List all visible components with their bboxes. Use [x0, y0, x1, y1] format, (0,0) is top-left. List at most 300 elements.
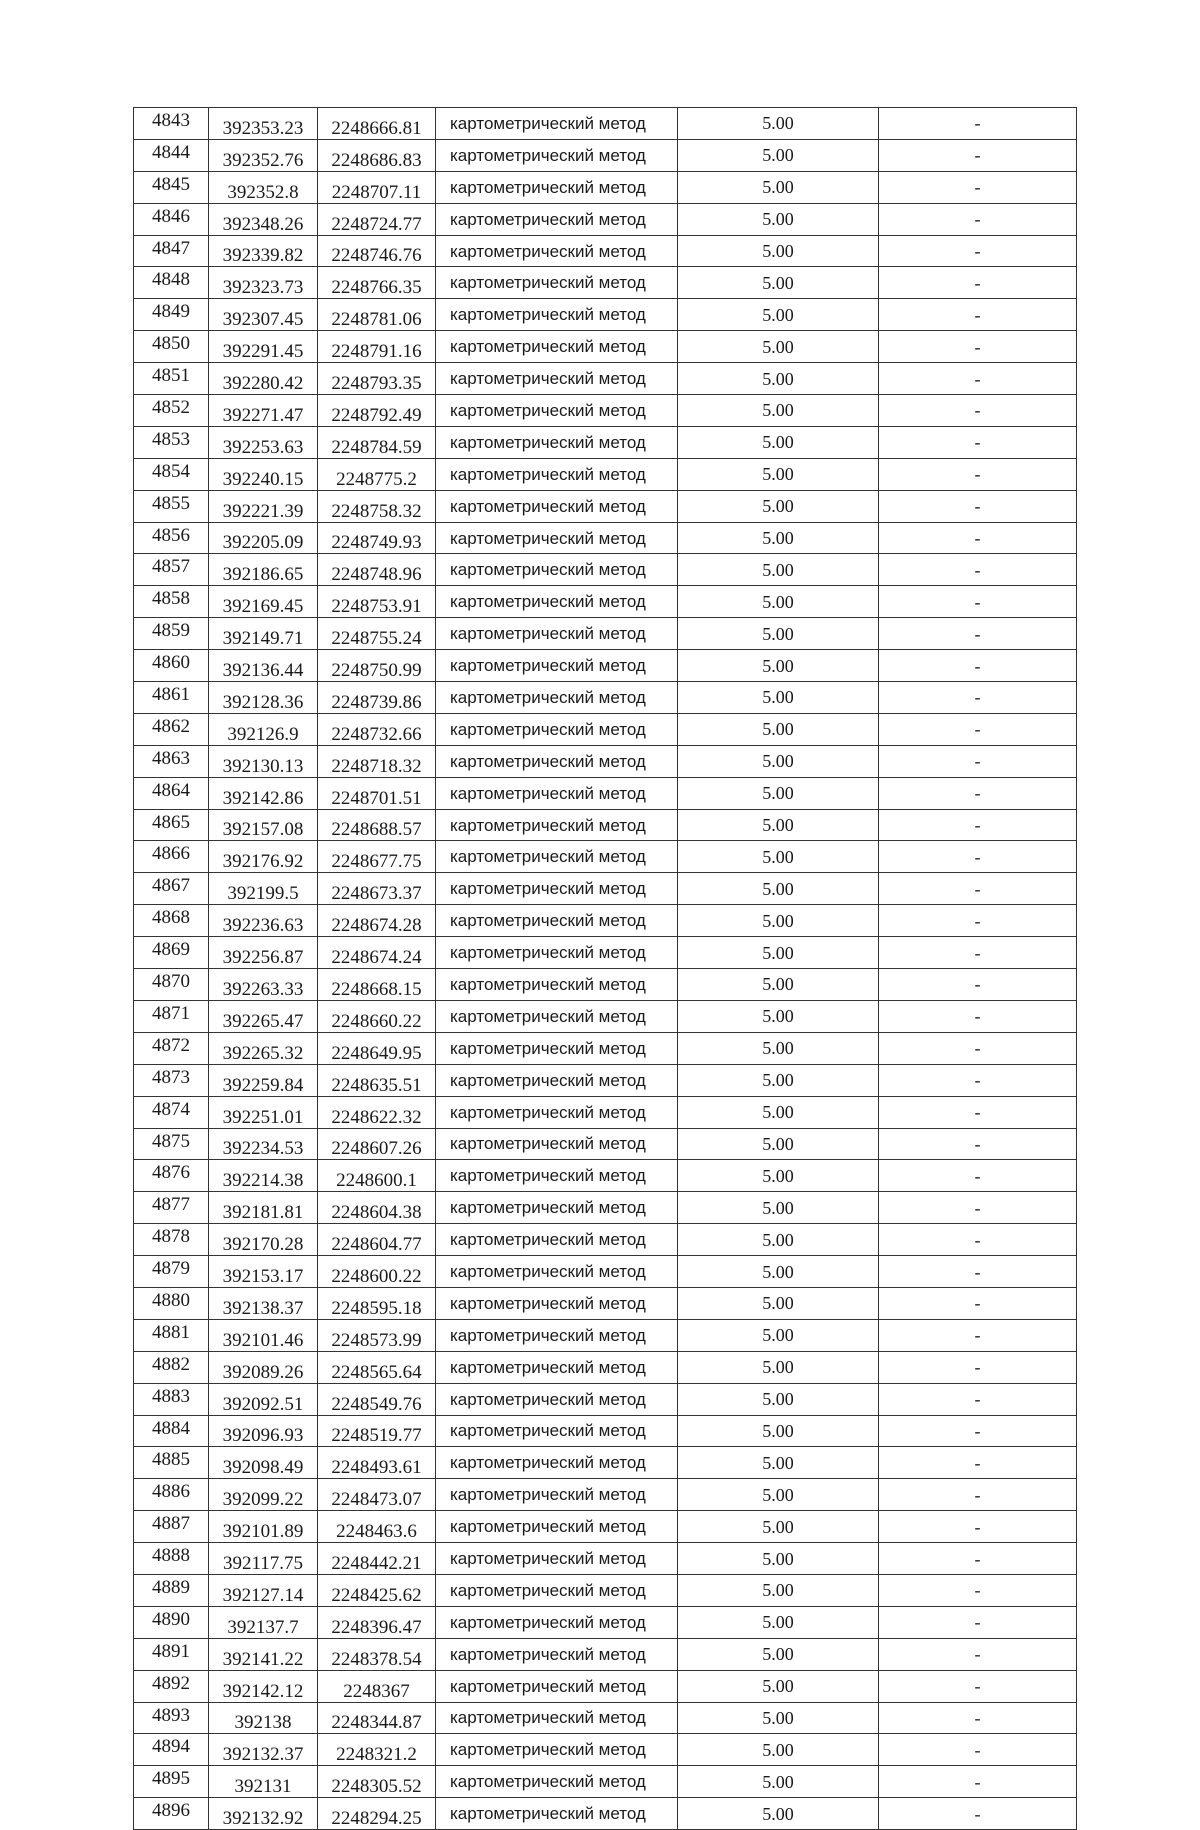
precision-cell: 5.00 — [678, 1000, 879, 1032]
note-cell: - — [879, 873, 1077, 905]
table-row — [134, 299, 1077, 331]
y-coordinate-cell: 2248766.35 — [318, 267, 436, 299]
precision-cell: 5.00 — [678, 1415, 879, 1447]
precision-cell: 5.00 — [678, 905, 879, 937]
table-row — [134, 937, 1077, 969]
method-cell: картометрический метод — [436, 1128, 678, 1160]
y-coordinate-cell: 2248753.91 — [318, 586, 436, 618]
x-coordinate-cell: 392234.53 — [209, 1128, 318, 1160]
precision-cell: 5.00 — [678, 1319, 879, 1351]
precision-cell: 5.00 — [678, 139, 879, 171]
point-number-cell: 4850 — [134, 331, 209, 363]
table-row — [134, 809, 1077, 841]
table-row — [134, 1064, 1077, 1096]
point-number-cell: 4891 — [134, 1638, 209, 1670]
x-coordinate-cell: 392251.01 — [209, 1096, 318, 1128]
point-number-cell: 4895 — [134, 1766, 209, 1798]
precision-cell: 5.00 — [678, 1128, 879, 1160]
precision-cell: 5.00 — [678, 1638, 879, 1670]
method-cell: картометрический метод — [436, 267, 678, 299]
table-row — [134, 969, 1077, 1001]
note-cell: - — [879, 713, 1077, 745]
precision-cell: 5.00 — [678, 108, 879, 140]
method-cell: картометрический метод — [436, 1702, 678, 1734]
table-row — [134, 139, 1077, 171]
point-number-cell: 4863 — [134, 745, 209, 777]
note-cell: - — [879, 363, 1077, 395]
table-row — [134, 713, 1077, 745]
table-row — [134, 1415, 1077, 1447]
method-cell: картометрический метод — [436, 458, 678, 490]
point-number-cell: 4857 — [134, 554, 209, 586]
point-number-cell: 4880 — [134, 1287, 209, 1319]
y-coordinate-cell: 2248755.24 — [318, 618, 436, 650]
method-cell: картометрический метод — [436, 1511, 678, 1543]
note-cell: - — [879, 554, 1077, 586]
point-number-cell: 4882 — [134, 1351, 209, 1383]
note-cell: - — [879, 490, 1077, 522]
table-row — [134, 1192, 1077, 1224]
y-coordinate-cell: 2248792.49 — [318, 395, 436, 427]
precision-cell: 5.00 — [678, 969, 879, 1001]
y-coordinate-cell: 2248635.51 — [318, 1064, 436, 1096]
note-cell: - — [879, 1256, 1077, 1288]
y-coordinate-cell: 2248781.06 — [318, 299, 436, 331]
x-coordinate-cell: 392263.33 — [209, 969, 318, 1001]
precision-cell: 5.00 — [678, 1032, 879, 1064]
coordinates-table-body — [134, 108, 1077, 1830]
table-row — [134, 841, 1077, 873]
note-cell: - — [879, 108, 1077, 140]
point-number-cell: 4869 — [134, 937, 209, 969]
x-coordinate-cell: 392149.71 — [209, 618, 318, 650]
method-cell: картометрический метод — [436, 299, 678, 331]
point-number-cell: 4884 — [134, 1415, 209, 1447]
precision-cell: 5.00 — [678, 1606, 879, 1638]
method-cell: картометрический метод — [436, 1447, 678, 1479]
table-row — [134, 554, 1077, 586]
y-coordinate-cell: 2248701.51 — [318, 777, 436, 809]
method-cell: картометрический метод — [436, 1766, 678, 1798]
point-number-cell: 4886 — [134, 1479, 209, 1511]
note-cell: - — [879, 1383, 1077, 1415]
note-cell: - — [879, 1702, 1077, 1734]
point-number-cell: 4874 — [134, 1096, 209, 1128]
x-coordinate-cell: 392352.76 — [209, 139, 318, 171]
precision-cell: 5.00 — [678, 1192, 879, 1224]
table-row — [134, 1447, 1077, 1479]
note-cell: - — [879, 969, 1077, 1001]
y-coordinate-cell: 2248473.07 — [318, 1479, 436, 1511]
method-cell: картометрический метод — [436, 171, 678, 203]
method-cell: картометрический метод — [436, 1192, 678, 1224]
point-number-cell: 4887 — [134, 1511, 209, 1543]
note-cell: - — [879, 1734, 1077, 1766]
precision-cell: 5.00 — [678, 554, 879, 586]
x-coordinate-cell: 392352.8 — [209, 171, 318, 203]
y-coordinate-cell: 2248493.61 — [318, 1447, 436, 1479]
table-row — [134, 267, 1077, 299]
point-number-cell: 4894 — [134, 1734, 209, 1766]
method-cell: картометрический метод — [436, 203, 678, 235]
x-coordinate-cell: 392265.47 — [209, 1000, 318, 1032]
table-row — [134, 203, 1077, 235]
note-cell: - — [879, 1192, 1077, 1224]
table-row — [134, 618, 1077, 650]
point-number-cell: 4872 — [134, 1032, 209, 1064]
method-cell: картометрический метод — [436, 1160, 678, 1192]
note-cell: - — [879, 777, 1077, 809]
point-number-cell: 4855 — [134, 490, 209, 522]
x-coordinate-cell: 392271.47 — [209, 395, 318, 427]
method-cell: картометрический метод — [436, 682, 678, 714]
method-cell: картометрический метод — [436, 1606, 678, 1638]
y-coordinate-cell: 2248321.2 — [318, 1734, 436, 1766]
point-number-cell: 4885 — [134, 1447, 209, 1479]
note-cell: - — [879, 905, 1077, 937]
table-row — [134, 1606, 1077, 1638]
x-coordinate-cell: 392131 — [209, 1766, 318, 1798]
y-coordinate-cell: 2248573.99 — [318, 1319, 436, 1351]
x-coordinate-cell: 392348.26 — [209, 203, 318, 235]
precision-cell: 5.00 — [678, 1224, 879, 1256]
method-cell: картометрический метод — [436, 363, 678, 395]
table-row — [134, 1766, 1077, 1798]
x-coordinate-cell: 392181.81 — [209, 1192, 318, 1224]
precision-cell: 5.00 — [678, 777, 879, 809]
x-coordinate-cell: 392089.26 — [209, 1351, 318, 1383]
precision-cell: 5.00 — [678, 1766, 879, 1798]
x-coordinate-cell: 392169.45 — [209, 586, 318, 618]
precision-cell: 5.00 — [678, 1160, 879, 1192]
note-cell: - — [879, 1670, 1077, 1702]
precision-cell: 5.00 — [678, 1702, 879, 1734]
table-row — [134, 1383, 1077, 1415]
method-cell: картометрический метод — [436, 235, 678, 267]
note-cell: - — [879, 1319, 1077, 1351]
point-number-cell: 4858 — [134, 586, 209, 618]
table-row — [134, 490, 1077, 522]
table-row — [134, 1479, 1077, 1511]
method-cell: картометрический метод — [436, 1000, 678, 1032]
x-coordinate-cell: 392353.23 — [209, 108, 318, 140]
note-cell: - — [879, 937, 1077, 969]
point-number-cell: 4846 — [134, 203, 209, 235]
y-coordinate-cell: 2248677.75 — [318, 841, 436, 873]
point-number-cell: 4876 — [134, 1160, 209, 1192]
precision-cell: 5.00 — [678, 682, 879, 714]
x-coordinate-cell: 392176.92 — [209, 841, 318, 873]
table-row — [134, 1638, 1077, 1670]
note-cell: - — [879, 331, 1077, 363]
y-coordinate-cell: 2248595.18 — [318, 1287, 436, 1319]
point-number-cell: 4851 — [134, 363, 209, 395]
table-row — [134, 1224, 1077, 1256]
point-number-cell: 4868 — [134, 905, 209, 937]
point-number-cell: 4875 — [134, 1128, 209, 1160]
method-cell: картометрический метод — [436, 937, 678, 969]
note-cell: - — [879, 586, 1077, 618]
y-coordinate-cell: 2248749.93 — [318, 522, 436, 554]
point-number-cell: 4881 — [134, 1319, 209, 1351]
x-coordinate-cell: 392199.5 — [209, 873, 318, 905]
precision-cell: 5.00 — [678, 1256, 879, 1288]
note-cell: - — [879, 809, 1077, 841]
method-cell: картометрический метод — [436, 586, 678, 618]
point-number-cell: 4856 — [134, 522, 209, 554]
x-coordinate-cell: 392136.44 — [209, 650, 318, 682]
x-coordinate-cell: 392153.17 — [209, 1256, 318, 1288]
y-coordinate-cell: 2248604.77 — [318, 1224, 436, 1256]
coordinates-table — [133, 107, 1077, 1830]
point-number-cell: 4848 — [134, 267, 209, 299]
y-coordinate-cell: 2248660.22 — [318, 1000, 436, 1032]
point-number-cell: 4866 — [134, 841, 209, 873]
x-coordinate-cell: 392253.63 — [209, 426, 318, 458]
x-coordinate-cell: 392128.36 — [209, 682, 318, 714]
precision-cell: 5.00 — [678, 1574, 879, 1606]
point-number-cell: 4892 — [134, 1670, 209, 1702]
precision-cell: 5.00 — [678, 1351, 879, 1383]
table-row — [134, 1128, 1077, 1160]
method-cell: картометрический метод — [436, 1256, 678, 1288]
point-number-cell: 4879 — [134, 1256, 209, 1288]
table-row — [134, 108, 1077, 140]
point-number-cell: 4865 — [134, 809, 209, 841]
method-cell: картометрический метод — [436, 841, 678, 873]
y-coordinate-cell: 2248519.77 — [318, 1415, 436, 1447]
precision-cell: 5.00 — [678, 1096, 879, 1128]
method-cell: картометрический метод — [436, 1096, 678, 1128]
note-cell: - — [879, 1447, 1077, 1479]
table-row — [134, 745, 1077, 777]
y-coordinate-cell: 2248784.59 — [318, 426, 436, 458]
point-number-cell: 4862 — [134, 713, 209, 745]
y-coordinate-cell: 2248622.32 — [318, 1096, 436, 1128]
method-cell: картометрический метод — [436, 1415, 678, 1447]
method-cell: картометрический метод — [436, 554, 678, 586]
note-cell: - — [879, 1287, 1077, 1319]
y-coordinate-cell: 2248674.28 — [318, 905, 436, 937]
precision-cell: 5.00 — [678, 650, 879, 682]
precision-cell: 5.00 — [678, 522, 879, 554]
x-coordinate-cell: 392205.09 — [209, 522, 318, 554]
y-coordinate-cell: 2248600.22 — [318, 1256, 436, 1288]
y-coordinate-cell: 2248707.11 — [318, 171, 436, 203]
point-number-cell: 4849 — [134, 299, 209, 331]
x-coordinate-cell: 392291.45 — [209, 331, 318, 363]
method-cell: картометрический метод — [436, 331, 678, 363]
y-coordinate-cell: 2248750.99 — [318, 650, 436, 682]
table-row — [134, 1734, 1077, 1766]
x-coordinate-cell: 392214.38 — [209, 1160, 318, 1192]
note-cell: - — [879, 139, 1077, 171]
y-coordinate-cell: 2248305.52 — [318, 1766, 436, 1798]
method-cell: картометрический метод — [436, 809, 678, 841]
precision-cell: 5.00 — [678, 1287, 879, 1319]
method-cell: картометрический метод — [436, 426, 678, 458]
point-number-cell: 4873 — [134, 1064, 209, 1096]
table-row — [134, 331, 1077, 363]
note-cell: - — [879, 618, 1077, 650]
point-number-cell: 4867 — [134, 873, 209, 905]
note-cell: - — [879, 171, 1077, 203]
table-row — [134, 1000, 1077, 1032]
x-coordinate-cell: 392307.45 — [209, 299, 318, 331]
point-number-cell: 4890 — [134, 1606, 209, 1638]
precision-cell: 5.00 — [678, 235, 879, 267]
note-cell: - — [879, 1798, 1077, 1830]
precision-cell: 5.00 — [678, 1734, 879, 1766]
note-cell: - — [879, 1032, 1077, 1064]
x-coordinate-cell: 392096.93 — [209, 1415, 318, 1447]
note-cell: - — [879, 522, 1077, 554]
y-coordinate-cell: 2248463.6 — [318, 1511, 436, 1543]
point-number-cell: 4854 — [134, 458, 209, 490]
precision-cell: 5.00 — [678, 331, 879, 363]
x-coordinate-cell: 392265.32 — [209, 1032, 318, 1064]
note-cell: - — [879, 235, 1077, 267]
precision-cell: 5.00 — [678, 363, 879, 395]
precision-cell: 5.00 — [678, 1383, 879, 1415]
x-coordinate-cell: 392142.12 — [209, 1670, 318, 1702]
table-row — [134, 1702, 1077, 1734]
note-cell: - — [879, 299, 1077, 331]
method-cell: картометрический метод — [436, 1064, 678, 1096]
note-cell: - — [879, 1638, 1077, 1670]
table-row — [134, 1670, 1077, 1702]
precision-cell: 5.00 — [678, 1543, 879, 1575]
y-coordinate-cell: 2248367 — [318, 1670, 436, 1702]
x-coordinate-cell: 392170.28 — [209, 1224, 318, 1256]
y-coordinate-cell: 2248378.54 — [318, 1638, 436, 1670]
x-coordinate-cell: 392323.73 — [209, 267, 318, 299]
precision-cell: 5.00 — [678, 267, 879, 299]
note-cell: - — [879, 1224, 1077, 1256]
point-number-cell: 4844 — [134, 139, 209, 171]
x-coordinate-cell: 392126.9 — [209, 713, 318, 745]
table-row — [134, 522, 1077, 554]
precision-cell: 5.00 — [678, 426, 879, 458]
note-cell: - — [879, 650, 1077, 682]
method-cell: картометрический метод — [436, 905, 678, 937]
y-coordinate-cell: 2248688.57 — [318, 809, 436, 841]
x-coordinate-cell: 392101.46 — [209, 1319, 318, 1351]
precision-cell: 5.00 — [678, 395, 879, 427]
point-number-cell: 4893 — [134, 1702, 209, 1734]
precision-cell: 5.00 — [678, 299, 879, 331]
x-coordinate-cell: 392092.51 — [209, 1383, 318, 1415]
note-cell: - — [879, 745, 1077, 777]
precision-cell: 5.00 — [678, 171, 879, 203]
table-row — [134, 873, 1077, 905]
point-number-cell: 4859 — [134, 618, 209, 650]
y-coordinate-cell: 2248649.95 — [318, 1032, 436, 1064]
table-row — [134, 586, 1077, 618]
method-cell: картометрический метод — [436, 745, 678, 777]
x-coordinate-cell: 392221.39 — [209, 490, 318, 522]
note-cell: - — [879, 1543, 1077, 1575]
table-row — [134, 1287, 1077, 1319]
table-row — [134, 1798, 1077, 1830]
y-coordinate-cell: 2248746.76 — [318, 235, 436, 267]
note-cell: - — [879, 267, 1077, 299]
method-cell: картометрический метод — [436, 1734, 678, 1766]
method-cell: картометрический метод — [436, 1351, 678, 1383]
y-coordinate-cell: 2248600.1 — [318, 1160, 436, 1192]
y-coordinate-cell: 2248793.35 — [318, 363, 436, 395]
point-number-cell: 4877 — [134, 1192, 209, 1224]
method-cell: картометрический метод — [436, 1319, 678, 1351]
table-row — [134, 1096, 1077, 1128]
x-coordinate-cell: 392137.7 — [209, 1606, 318, 1638]
x-coordinate-cell: 392339.82 — [209, 235, 318, 267]
note-cell: - — [879, 1415, 1077, 1447]
method-cell: картометрический метод — [436, 1543, 678, 1575]
point-number-cell: 4896 — [134, 1798, 209, 1830]
y-coordinate-cell: 2248565.64 — [318, 1351, 436, 1383]
y-coordinate-cell: 2248791.16 — [318, 331, 436, 363]
y-coordinate-cell: 2248724.77 — [318, 203, 436, 235]
y-coordinate-cell: 2248666.81 — [318, 108, 436, 140]
y-coordinate-cell: 2248739.86 — [318, 682, 436, 714]
precision-cell: 5.00 — [678, 809, 879, 841]
y-coordinate-cell: 2248344.87 — [318, 1702, 436, 1734]
y-coordinate-cell: 2248674.24 — [318, 937, 436, 969]
point-number-cell: 4852 — [134, 395, 209, 427]
y-coordinate-cell: 2248604.38 — [318, 1192, 436, 1224]
table-row — [134, 1511, 1077, 1543]
point-number-cell: 4871 — [134, 1000, 209, 1032]
y-coordinate-cell: 2248732.66 — [318, 713, 436, 745]
table-row — [134, 1543, 1077, 1575]
table-row — [134, 1160, 1077, 1192]
y-coordinate-cell: 2248718.32 — [318, 745, 436, 777]
method-cell: картометрический метод — [436, 522, 678, 554]
method-cell: картометрический метод — [436, 1670, 678, 1702]
precision-cell: 5.00 — [678, 203, 879, 235]
note-cell: - — [879, 1479, 1077, 1511]
y-coordinate-cell: 2248396.47 — [318, 1606, 436, 1638]
note-cell: - — [879, 1511, 1077, 1543]
method-cell: картометрический метод — [436, 1383, 678, 1415]
y-coordinate-cell: 2248442.21 — [318, 1543, 436, 1575]
precision-cell: 5.00 — [678, 490, 879, 522]
y-coordinate-cell: 2248668.15 — [318, 969, 436, 1001]
x-coordinate-cell: 392127.14 — [209, 1574, 318, 1606]
point-number-cell: 4860 — [134, 650, 209, 682]
method-cell: картометрический метод — [436, 713, 678, 745]
y-coordinate-cell: 2248758.32 — [318, 490, 436, 522]
method-cell: картометрический метод — [436, 1798, 678, 1830]
method-cell: картометрический метод — [436, 1287, 678, 1319]
x-coordinate-cell: 392101.89 — [209, 1511, 318, 1543]
method-cell: картометрический метод — [436, 873, 678, 905]
x-coordinate-cell: 392098.49 — [209, 1447, 318, 1479]
table-row — [134, 1351, 1077, 1383]
table-row — [134, 1256, 1077, 1288]
note-cell: - — [879, 203, 1077, 235]
x-coordinate-cell: 392099.22 — [209, 1479, 318, 1511]
method-cell: картометрический метод — [436, 139, 678, 171]
table-row — [134, 1032, 1077, 1064]
precision-cell: 5.00 — [678, 458, 879, 490]
point-number-cell: 4861 — [134, 682, 209, 714]
note-cell: - — [879, 426, 1077, 458]
x-coordinate-cell: 392142.86 — [209, 777, 318, 809]
point-number-cell: 4883 — [134, 1383, 209, 1415]
x-coordinate-cell: 392141.22 — [209, 1638, 318, 1670]
